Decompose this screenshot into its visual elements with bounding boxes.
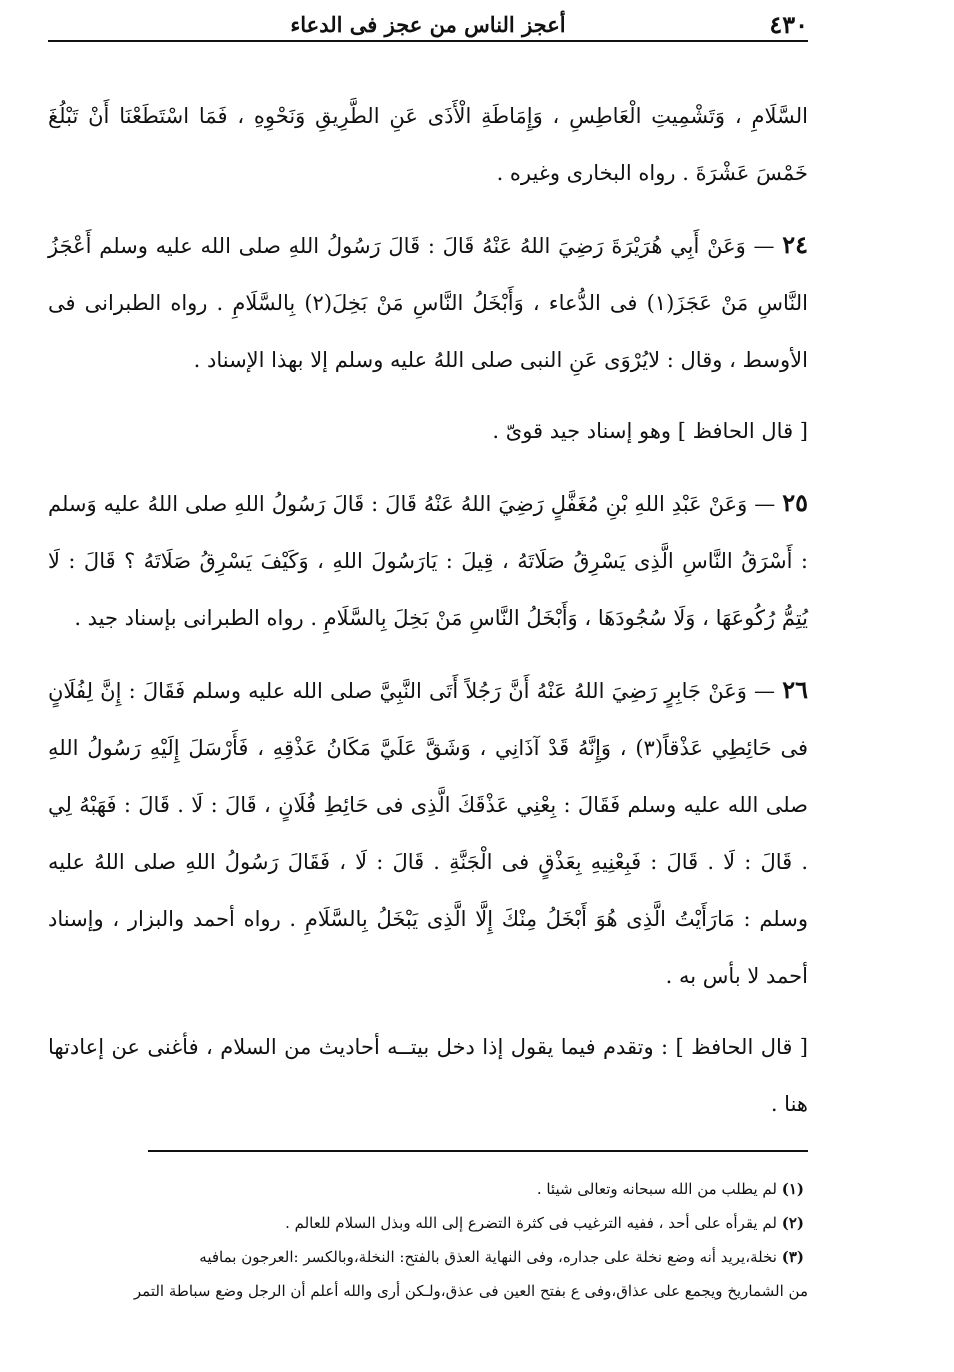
running-title: أعجز الناس من عجز فى الدعاء: [290, 12, 566, 37]
main-text: [48, 88, 808, 1147]
footnote-2: [48, 1206, 808, 1240]
hadith-24: [48, 216, 808, 389]
footnote-number: (٣): [781, 1248, 804, 1266]
paragraph-text: — وَعَنْ عَبْدِ اللهِ بْنِ مُغَفَّلٍ رَضِيَ اللهُ عَنْهُ قَالَ : قَالَ رَسُولُ اللهِ صلى اللهُ عليه وَسلم : أَسْرَقُ النَّاسِ الَّذِى يَسْرِقُ صَلَاتَهُ ، قِيلَ : يَارَسُولَ اللهِ ، وَكَيْفَ يَسْرِقُ صَلَاتَهُ ؟ قَالَ : لَا يُتِمُّ رُكُوعَهَا ، وَلَا سُجُودَهَا ، وَأَبْخَلُ النَّاسِ مَنْ بَخِلَ بِالسَّلَامِ . رواه الطبرانى بإسناد جيد .: [48, 492, 808, 630]
paragraph-text: السَّلَامِ ، وَتَشْمِيتِ الْعَاطِسِ ، وَإِمَاطَةِ الْأَذَى عَنِ الطَّرِيقِ وَنَحْوِهِ ، فَمَا اسْتَطَعْنَا أَنْ تَبْلُغَ خَمْسَ عَشْرَةَ . رواه البخارى وغيره .: [48, 104, 808, 185]
footnote-3-continuation: [48, 1274, 808, 1308]
hafiz-note: [48, 1019, 808, 1133]
footnote-text: لم يطلب من الله سبحانه وتعالى شيئا .: [536, 1180, 777, 1198]
paragraph-text: — وَعَنْ جَابِرٍ رَضِيَ اللهُ عَنْهُ أَنَّ رَجُلاً أَتَى النَّبِيَّ صلى الله عليه وسلم فَقَالَ : إِنَّ لِفُلَانٍ فى حَائِطِي عَذْقاً(٣) ، وَإِنَّهُ قَدْ آذَانِي ، وَشَقَّ عَلَيَّ مَكَانُ عَذْقِهِ ، فَأَرْسَلَ إِلَيْهِ رَسُولُ اللهِ صلى الله عليه وسلم فَقَالَ : بِعْنِي عَذْقَكَ الَّذِى فى حَائِطِ فُلَانٍ ، قَالَ : لَا . قَالَ : فَهَبْهُ لِي . قَالَ : لَا . قَالَ : فَبِعْنِيهِ بِعَذْقٍ فى الْجَنَّةِ . قَالَ : لَا ، فَقَالَ رَسُولُ اللهِ صلى اللهُ عليه وسلم : مَارَأَيْتُ الَّذِى هُوَ أَبْخَلُ مِنْكَ إِلَّا الَّذِى يَبْخَلُ بِالسَّلَامِ . رواه أحمد والبزار ، وإسناد أحمد لا بأس به .: [48, 679, 808, 988]
page-header: [48, 6, 808, 42]
hafiz-comment: [48, 403, 808, 460]
footnote-divider: [148, 1150, 808, 1152]
hadith-number: ٢٤: [782, 230, 808, 259]
footnote-text: من الشماريخ ويجمع على عذاق،وفى ع بفتح العين فى عذق،ولـكن أرى والله أعلم أن الرجل وضع سباطة التمر: [133, 1282, 808, 1300]
hadith-number: ٢٥: [782, 488, 808, 517]
paragraph-text: — وَعَنْ أَبِي هُرَيْرَةَ رَضِيَ اللهُ عَنْهُ قَالَ : قَالَ رَسُولُ اللهِ صلى الله عليه وسلم أَعْجَزُ النَّاسِ مَنْ عَجَزَ(١) فى الدُّعاء ، وَأَبْخَلُ النَّاسِ مَنْ بَخِلَ(٢) بِالسَّلَامِ . رواه الطبرانى فى الأوسط ، وقال : لايُرْوَى عَنِ النبى صلى اللهُ عليه وسلم إلا بهذا الإسناد .: [48, 234, 808, 372]
hadith-number: ٢٦: [782, 675, 808, 704]
footnote-number: (١): [781, 1180, 804, 1198]
paragraph-text: [ قال الحافظ ] : وتقدم فيما يقول إذا دخل بيتــه أحاديث من السلام ، فأغنى عن إعادتها هنا .: [48, 1035, 808, 1116]
footnote-text: لم يقرأه على أحد ، ففيه الترغيب فى كثرة التضرع إلى الله وبذل السلام للعالم .: [285, 1214, 777, 1232]
footnote-3: [48, 1240, 808, 1274]
hadith-26: [48, 661, 808, 1005]
footnote-number: (٢): [781, 1214, 804, 1232]
page-number: ٤٣٠: [769, 10, 808, 39]
footnotes: [48, 1172, 808, 1308]
paragraph-continuation: [48, 88, 808, 202]
paragraph-text: [ قال الحافظ ] وهو إسناد جيد قوىّ .: [492, 419, 808, 443]
footnote-1: [48, 1172, 808, 1206]
hadith-25: [48, 474, 808, 647]
footnote-text: نخلة،يريد أنه وضع نخلة على جداره، وفى النهاية العذق بالفتح: النخلة،وبالكسر :العرجون بمافيه: [199, 1248, 777, 1266]
